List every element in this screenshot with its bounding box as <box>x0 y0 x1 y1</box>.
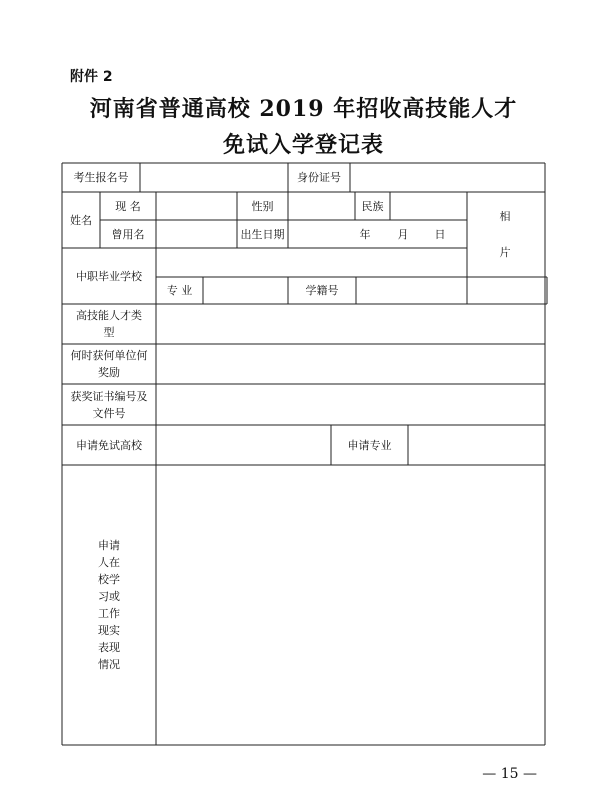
school-field[interactable] <box>156 248 467 277</box>
former-name-label: 曾用名 <box>111 227 145 241</box>
name-label: 姓名 <box>70 213 92 227</box>
form-title-line-1: 河南省普通高校 2019 年招收高技能人才 <box>89 96 518 122</box>
performance-field[interactable] <box>156 465 545 745</box>
birth-date-label: 出生日期 <box>240 227 285 241</box>
form-title-line-2: 免试入学登记表 <box>222 132 384 158</box>
id-no-field[interactable] <box>350 163 545 192</box>
apply-university-field[interactable] <box>156 425 331 465</box>
cert-no-field[interactable] <box>156 384 545 425</box>
award-info-label: 何时获何单位何奖励 <box>70 349 148 379</box>
gender-label: 性别 <box>251 199 274 213</box>
page-number: — 15 — <box>482 766 537 782</box>
birth-year-unit: 年 <box>359 227 371 241</box>
gender-field[interactable] <box>288 192 355 220</box>
school-label: 中职毕业学校 <box>76 269 142 283</box>
student-no-field[interactable] <box>356 277 467 304</box>
award-info-field[interactable] <box>156 344 545 384</box>
talent-type-field[interactable] <box>156 304 545 344</box>
exam-no-field[interactable] <box>140 163 288 192</box>
performance-label: 申请人在校学习或工作现实表现情况 <box>98 539 120 671</box>
photo-label-bottom: 片 <box>499 245 511 259</box>
ethnicity-field[interactable] <box>390 192 467 220</box>
major-label: 专 业 <box>166 284 193 297</box>
ethnicity-label: 民族 <box>361 199 384 213</box>
talent-type-label: 高技能人才类型 <box>76 309 142 339</box>
photo-label-top: 相 <box>499 209 511 223</box>
major-field[interactable] <box>203 277 288 304</box>
attachment-label: 附件 2 <box>70 69 113 85</box>
apply-university-label: 申请免试高校 <box>76 438 142 452</box>
birth-day-unit: 日 <box>434 227 446 241</box>
id-no-label: 身份证号 <box>297 171 341 184</box>
student-no-label: 学籍号 <box>305 284 339 297</box>
apply-major-label: 申请专业 <box>347 438 392 452</box>
former-name-field[interactable] <box>156 220 237 248</box>
performance-label-cell <box>62 465 156 745</box>
current-name-field[interactable] <box>156 192 237 220</box>
cert-no-label: 获奖证书编号及文件号 <box>70 389 148 420</box>
apply-major-field[interactable] <box>408 425 545 465</box>
exam-no-label: 考生报名号 <box>73 171 129 184</box>
current-name-label: 现 名 <box>115 199 141 213</box>
birth-month-unit: 月 <box>397 227 409 241</box>
